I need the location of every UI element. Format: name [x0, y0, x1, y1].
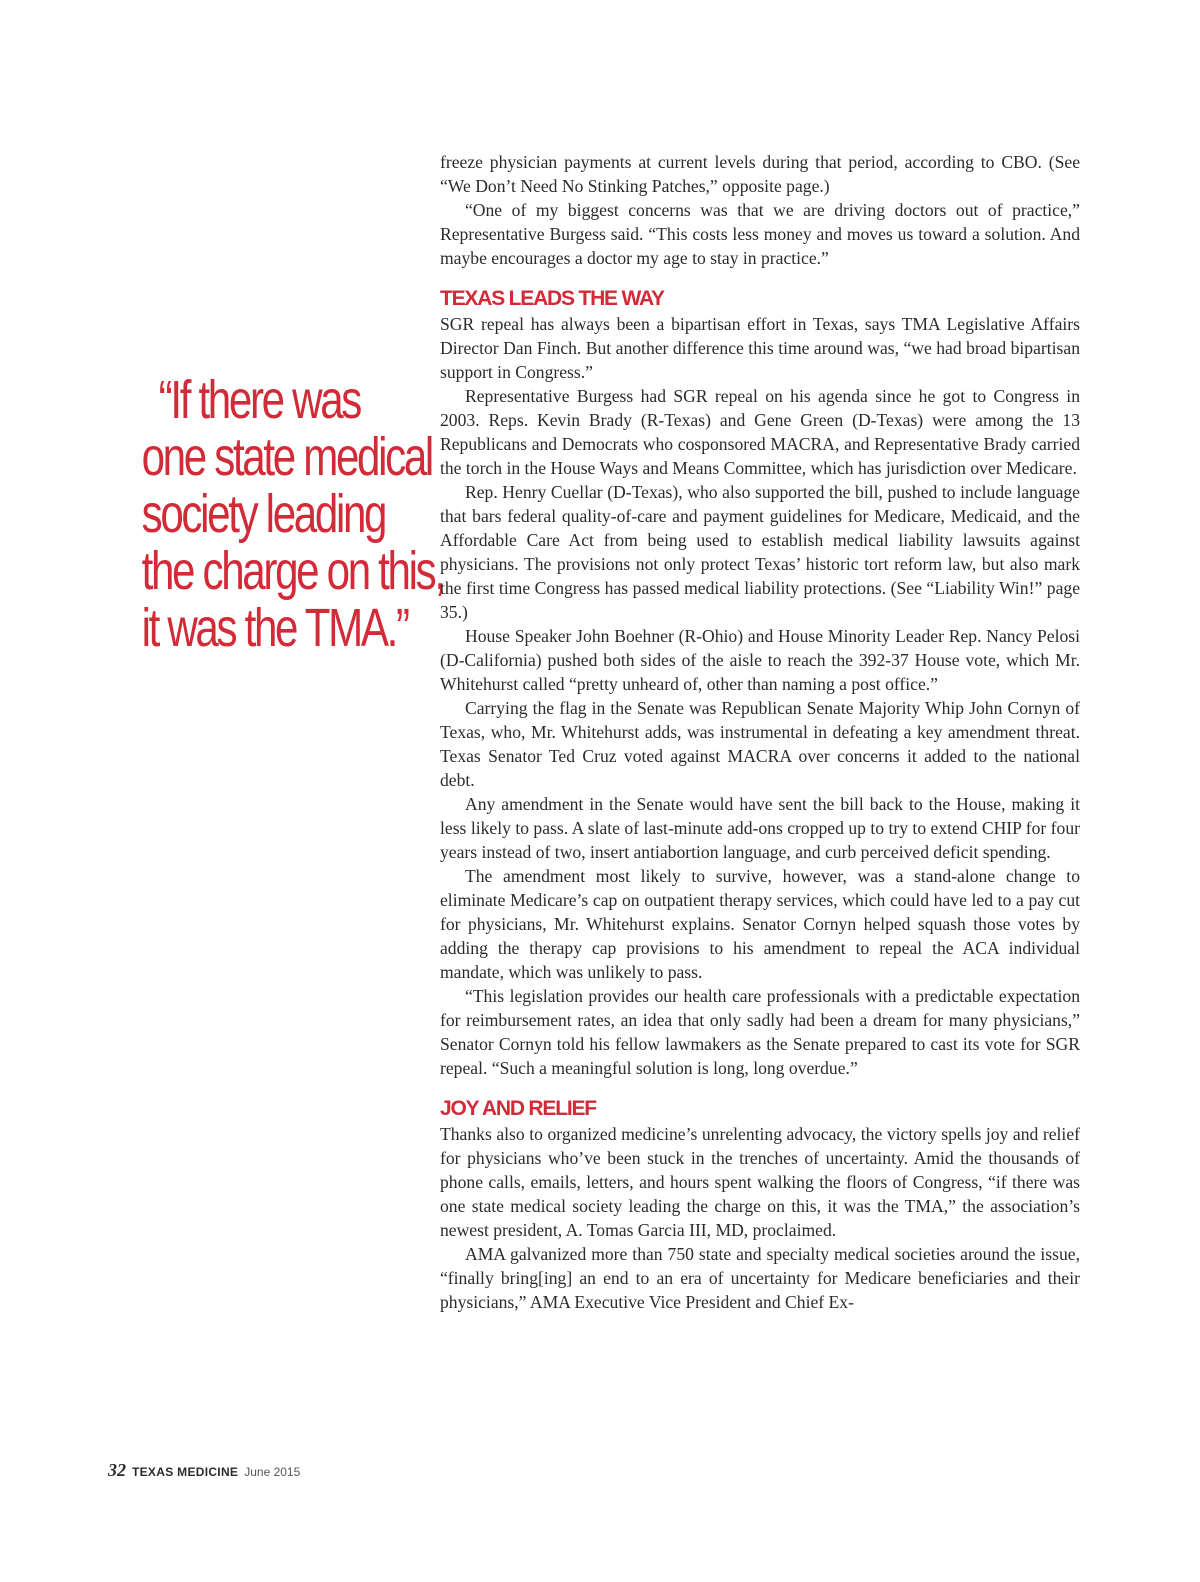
article-body: [440, 150, 1080, 1314]
pull-quote-line: the charge on this,: [141, 541, 444, 601]
paragraph: House Speaker John Boehner (R-Ohio) and House Minority Leader Rep. Nancy Pelosi (D-California) pushed both sides of the aisle to reach the 392-37 House vote, which Mr. Whitehurst called “pretty unheard of, other than naming a post office.”: [440, 626, 1080, 694]
paragraph: SGR repeal has always been a bipartisan effort in Texas, says TMA Legislative Affairs Director Dan Finch. But another difference this time around was, “we had broad bipartisan support in Congress.”: [440, 314, 1080, 382]
paragraph: “This legislation provides our health care professionals with a predictable expectation for reimbursement rates, an idea that only sadly had been a dream for many physicians,” Senator Cornyn told his fellow lawmakers as the Senate prepared to cast its vote for SGR repeal. “Such a meaningful solution is long, long overdue.”: [440, 986, 1080, 1078]
pull-quote: [141, 370, 444, 658]
section-heading-texas-leads: TEXAS LEADS THE WAY: [440, 287, 664, 310]
issue-date: June 2015: [244, 1465, 301, 1479]
paragraph: Any amendment in the Senate would have sent the bill back to the House, making it less likely to pass. A slate of last-minute add-ons cropped up to try to extend CHIP for four years instead of two, insert antiabortion language, and curb perceived deficit spending.: [440, 794, 1080, 862]
paragraph: AMA galvanized more than 750 state and specialty medical societies around the issue, “finally bring[ing] an end to an era of uncertainty for Medicare beneficiaries and their physicians,” AMA Executive Vice President and Chief Ex-: [440, 1244, 1080, 1312]
magazine-name: TEXAS MEDICINE: [132, 1465, 239, 1479]
section-heading-joy-relief: JOY AND RELIEF: [440, 1097, 596, 1120]
paragraph: “One of my biggest concerns was that we are driving doctors out of practice,” Representative Burgess said. “This costs less money and moves us toward a solution. And maybe encourages a doctor my age to stay in practice.”: [440, 200, 1080, 268]
paragraph: Carrying the flag in the Senate was Republican Senate Majority Whip John Cornyn of Texas, who, Mr. Whitehurst adds, was instrumental in defeating a key amendment threat. Texas Senator Ted Cruz voted against MACRA over concerns it added to the national debt.: [440, 698, 1080, 790]
paragraph: Rep. Henry Cuellar (D-Texas), who also supported the bill, pushed to include language that bars federal quality-of-care and payment guidelines for Medicare, Medicaid, and the Affordable Care Act from being used to establish medical liability lawsuits against physicians. The provisions not only protect Texas’ historic tort reform law, but also mark the first time Congress has passed medical liability protections. (See “Liability Win!” page 35.): [440, 482, 1080, 622]
pull-quote-line: it was the TMA.”: [141, 598, 408, 658]
paragraph: Representative Burgess had SGR repeal on his agenda since he got to Congress in 2003. Reps. Kevin Brady (R-Texas) and Gene Green (D-Texas) were among the 13 Republicans and Democrats who cosponsored MACRA, and Representative Brady carried the torch in the House Ways and Means Committee, which has jurisdiction over Medicare.: [440, 386, 1080, 478]
pull-quote-line: “If there was: [158, 370, 360, 430]
paragraph: The amendment most likely to survive, however, was a stand-alone change to eliminate Medicare’s cap on outpatient therapy services, which could have led to a pay cut for physicians, Mr. Whitehurst explains. Senator Cornyn helped squash those votes by adding the therapy cap provisions to his amendment to repeal the ACA individual mandate, which was unlikely to pass.: [440, 866, 1080, 982]
page-footer: [108, 1460, 300, 1481]
paragraph: freeze physician payments at current levels during that period, according to CBO. (See “We Don’t Need No Stinking Patches,” opposite page.): [440, 152, 1080, 196]
paragraph: Thanks also to organized medicine’s unrelenting advocacy, the victory spells joy and relief for physicians who’ve been stuck in the trenches of uncertainty. Amid the thousands of phone calls, emails, letters, and hours spent walking the floors of Congress, “if there was one state medical society leading the charge on this, it was the TMA,” the association’s newest president, A. Tomas Garcia III, MD, proclaimed.: [440, 1124, 1080, 1240]
page-number: 32: [108, 1460, 126, 1480]
pull-quote-line: one state medical: [141, 427, 432, 487]
pull-quote-line: society leading: [141, 484, 386, 544]
